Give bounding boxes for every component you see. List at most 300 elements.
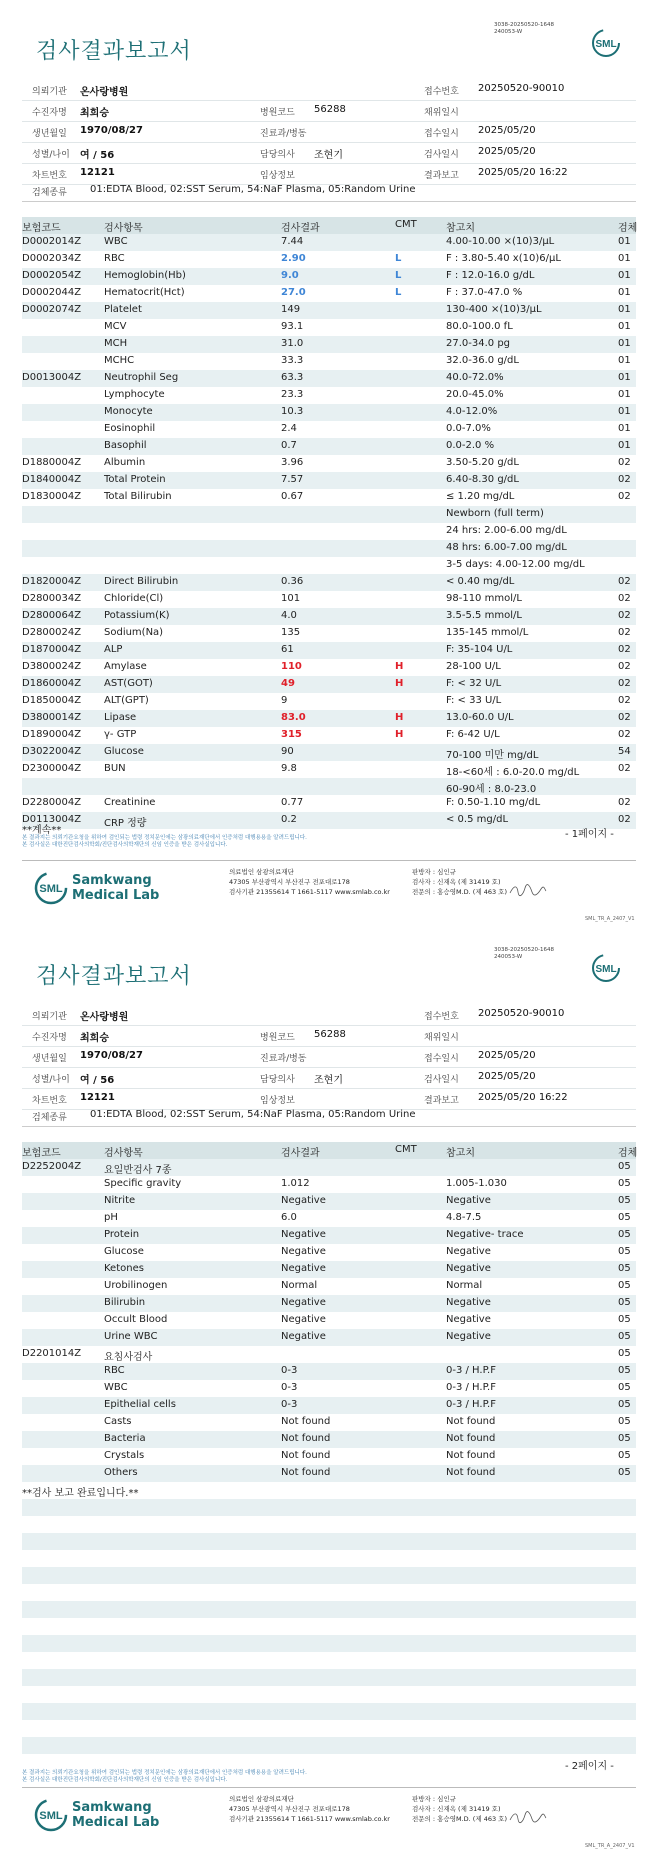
cell-result: Negative <box>281 1263 326 1274</box>
cell-code: D3022004Z <box>22 746 82 757</box>
cell-result: 0-3 <box>281 1365 298 1376</box>
table-row <box>22 251 636 268</box>
cell-item: WBC <box>104 1382 128 1393</box>
blank-row <box>22 1703 636 1720</box>
table-row <box>22 1244 636 1261</box>
cell-code: D2800024Z <box>22 627 82 638</box>
cell-item: Specific gravity <box>104 1178 182 1189</box>
table-header: 보험코드 검사항목 검사결과 CMT 참고치 검체 <box>22 1144 638 1159</box>
cell-item: ALP <box>104 644 123 655</box>
cell-result: 135 <box>281 627 301 638</box>
cell-item: Chloride(Cl) <box>104 593 164 604</box>
cell-ref: < 0.40 mg/dL <box>446 576 515 587</box>
cell-result: 110 <box>281 661 302 672</box>
cell-item: Protein <box>104 1229 140 1240</box>
table-row <box>22 1227 636 1244</box>
lab-info: 의료법인 삼광의료재단 47305 부산광역시 부산진구 전포대로178 검사기관 21355614 T 1661-5117 www.smlab.co.kr <box>229 1795 390 1823</box>
cell-result: 0-3 <box>281 1382 298 1393</box>
cell-spec: 02 <box>618 678 631 689</box>
cell-spec: 02 <box>618 814 631 825</box>
signatories: 판방자 : 심인규 검사자 : 신재옥 (제 31419 호) 전문의 : 홍승영M.D. (제 463 호) <box>412 1795 507 1823</box>
cell-ref: Normal <box>446 1280 483 1291</box>
table-row <box>22 1176 636 1193</box>
cell-ref: Negative- trace <box>446 1229 524 1240</box>
cell-ref: Not found <box>446 1416 496 1427</box>
cell-spec: 01 <box>618 287 631 298</box>
blank-row <box>22 1669 636 1686</box>
cell-item: Direct Bilirubin <box>104 576 179 587</box>
cell-result: 9.0 <box>281 270 299 281</box>
cell-spec: 02 <box>618 797 631 808</box>
cell-code: D1860004Z <box>22 678 82 689</box>
table-row <box>22 370 636 387</box>
cell-result: 315 <box>281 729 302 740</box>
page-number: - 1페이지 - <box>565 829 614 840</box>
table-row <box>22 1465 636 1482</box>
table-row <box>22 710 636 727</box>
table-row <box>22 387 636 404</box>
cell-ref: F : 12.0-16.0 g/dL <box>446 270 535 281</box>
cell-code: D2252004Z <box>22 1161 82 1172</box>
table-row <box>22 574 636 591</box>
patient-label: 수진자명 <box>32 108 67 118</box>
cell-result: 7.44 <box>281 236 304 247</box>
cell-spec: 02 <box>618 610 631 621</box>
cell-spec: 05 <box>618 1297 631 1308</box>
cell-spec: 05 <box>618 1229 631 1240</box>
table-row <box>22 1431 636 1448</box>
cell-item: RBC <box>104 253 125 264</box>
cell-result: 23.3 <box>281 389 304 400</box>
cell-result: Not found <box>281 1433 331 1444</box>
signatories: 판방자 : 심인규 검사자 : 신재옥 (제 31419 호) 전문의 : 홍승영M.D. (제 463 호) <box>412 868 507 896</box>
table-row <box>22 727 636 744</box>
col-item: 검사항목 <box>104 223 143 234</box>
cell-item: Eosinophil <box>104 423 156 434</box>
cell-item: MCHC <box>104 355 135 366</box>
cell-spec: 02 <box>618 474 631 485</box>
cell-cmt: L <box>395 253 402 264</box>
table-row <box>22 761 636 778</box>
blank-row <box>22 1601 636 1618</box>
cell-spec: 05 <box>618 1331 631 1342</box>
cell-result: 2.90 <box>281 253 306 264</box>
birth-value: 1970/08/27 <box>80 125 143 136</box>
specimen-value: 01:EDTA Blood, 02:SST Serum, 54:NaF Plasma, 05:Random Urine <box>90 184 416 195</box>
received-value: 2025/05/20 <box>478 125 536 136</box>
table-row <box>22 795 636 812</box>
cell-result: 9.8 <box>281 763 297 774</box>
cell-code: D1830004Z <box>22 491 82 502</box>
hospital-code-label: 병원코드 <box>260 108 295 118</box>
cell-ref: 13.0-60.0 U/L <box>446 712 514 723</box>
table-row <box>22 1380 636 1397</box>
table-row <box>22 591 636 608</box>
table-row <box>22 336 636 353</box>
cell-code: D2280004Z <box>22 797 82 808</box>
cell-result: Not found <box>281 1416 331 1427</box>
table-row <box>22 1193 636 1210</box>
page-number: - 2페이지 - <box>565 1761 614 1772</box>
form-code: SML_TR_A_2407_V1 <box>585 916 635 922</box>
cell-result: 2.4 <box>281 423 297 434</box>
sml-footer-logo-icon <box>34 1798 68 1832</box>
cell-item: 요일반검사 7종 <box>104 1165 172 1176</box>
cell-result: 0.7 <box>281 440 297 451</box>
doctor-label: 담당의사 <box>260 150 295 160</box>
cell-spec: 01 <box>618 406 631 417</box>
cell-result: 101 <box>281 593 301 604</box>
table-row <box>22 693 636 710</box>
cell-item: Bacteria <box>104 1433 146 1444</box>
cell-ref: 32.0-36.0 g/dL <box>446 355 519 366</box>
cell-item: Occult Blood <box>104 1314 168 1325</box>
tested-label: 검사일시 <box>424 150 459 160</box>
cell-item: Urobilinogen <box>104 1280 168 1291</box>
cell-result: 0.36 <box>281 576 304 587</box>
cell-spec: 05 <box>618 1161 631 1172</box>
cell-spec: 01 <box>618 389 631 400</box>
table-header <box>22 217 636 234</box>
cell-ref: 70-100 미만 mg/dL <box>446 750 539 761</box>
cell-spec: 01 <box>618 321 631 332</box>
table-row <box>22 608 636 625</box>
report-title: 검사결과보고서 <box>36 964 192 989</box>
cell-result: Negative <box>281 1229 326 1240</box>
cell-ref: 3-5 days: 4.00-12.00 mg/dL <box>446 559 585 570</box>
table-row <box>22 438 636 455</box>
col-result: 검사결과 <box>281 223 320 234</box>
cell-result: 9 <box>281 695 288 706</box>
table-row <box>22 421 636 438</box>
cell-ref: F : 3.80-5.40 x(10)6/μL <box>446 253 561 264</box>
cell-ref: Negative <box>446 1314 491 1325</box>
cell-result: 0.77 <box>281 797 304 808</box>
cell-code: D0002014Z <box>22 236 82 247</box>
cell-item: ALT(GPT) <box>104 695 149 706</box>
cell-item: Lymphocyte <box>104 389 165 400</box>
svg-text:SML: SML <box>595 39 617 50</box>
cell-result: 49 <box>281 678 295 689</box>
chart-label: 차트번호 <box>32 171 67 181</box>
cell-code: D0002054Z <box>22 270 82 281</box>
cell-item: Total Protein <box>104 474 166 485</box>
footnote: 본 결과지는 의뢰기관요청을 위하여 검인되는 법령 정치문인에는 삼광의료재단에서 인증처럼 대행용용을 알려드립니다. 본 검사실은 대한진단검사의학회/진단검사의학재단의 신임 인증을 받은 검사실입니다. <box>22 835 307 848</box>
cell-spec: 05 <box>618 1433 631 1444</box>
svg-text:SML: SML <box>39 1810 63 1822</box>
cell-code: D0002074Z <box>22 304 82 315</box>
cell-spec: 02 <box>618 576 631 587</box>
table-row <box>22 285 636 302</box>
cell-spec: 05 <box>618 1314 631 1325</box>
cell-spec: 05 <box>618 1399 631 1410</box>
cell-spec: 02 <box>618 729 631 740</box>
table-row <box>22 353 636 370</box>
cell-cmt: L <box>395 270 402 281</box>
blank-row <box>22 1499 636 1516</box>
reported-value: 2025/05/20 16:22 <box>478 167 568 178</box>
signature-icon <box>508 1808 548 1826</box>
cell-item: WBC <box>104 236 128 247</box>
table-row <box>22 489 636 506</box>
cell-ref: 4.8-7.5 <box>446 1212 482 1223</box>
blank-row <box>22 1533 636 1550</box>
cell-result: 3.96 <box>281 457 304 468</box>
cell-code: D2201014Z <box>22 1348 82 1359</box>
cell-spec: 05 <box>618 1382 631 1393</box>
cell-result: 4.0 <box>281 610 297 621</box>
cell-result: 90 <box>281 746 294 757</box>
table-row <box>22 1295 636 1312</box>
svg-text:SML: SML <box>595 964 617 975</box>
cell-result: 31.0 <box>281 338 304 349</box>
cell-spec: 02 <box>618 457 631 468</box>
cell-spec: 05 <box>618 1212 631 1223</box>
table-row <box>22 557 636 574</box>
cell-ref: 40.0-72.0% <box>446 372 504 383</box>
cell-item: Neutrophil Seg <box>104 372 179 383</box>
cell-spec: 02 <box>618 491 631 502</box>
cell-ref: 4.0-12.0% <box>446 406 498 417</box>
cell-spec: 01 <box>618 253 631 264</box>
cell-ref: F: < 32 U/L <box>446 678 502 689</box>
cell-item: Basophil <box>104 440 147 451</box>
cell-ref: 0-3 / H.P.F <box>446 1399 496 1410</box>
tested-value: 2025/05/20 <box>478 146 536 157</box>
cell-cmt: H <box>395 712 404 723</box>
cell-ref: 20.0-45.0% <box>446 389 504 400</box>
footnote: 본 결과지는 의뢰기관요청을 위하여 검인되는 법령 정치문인에는 삼광의료재단에서 인증처럼 대행용용을 알려드립니다. 본 검사실은 대한진단검사의학회/진단검사의학재단의 신임 인증을 받은 검사실입니다. <box>22 1770 307 1783</box>
cell-ref: 0-3 / H.P.F <box>446 1365 496 1376</box>
cell-spec: 01 <box>618 270 631 281</box>
cell-result: 7.57 <box>281 474 304 485</box>
cell-spec: 05 <box>618 1348 631 1359</box>
table-row <box>22 1312 636 1329</box>
cell-result: 61 <box>281 644 294 655</box>
col-cmt: CMT <box>395 219 417 230</box>
table-row <box>22 659 636 676</box>
signature-icon <box>508 881 548 899</box>
table-row <box>22 1261 636 1278</box>
cell-code: D1890004Z <box>22 729 82 740</box>
cell-item: Casts <box>104 1416 132 1427</box>
cell-item: 요침사검사 <box>104 1352 153 1363</box>
cell-result: Negative <box>281 1331 326 1342</box>
cell-ref: Not found <box>446 1467 496 1478</box>
cell-item: γ- GTP <box>104 729 137 740</box>
cell-result: 0-3 <box>281 1399 298 1410</box>
cell-item: Nitrite <box>104 1195 136 1206</box>
table-row <box>22 1210 636 1227</box>
cell-code: D1850004Z <box>22 695 82 706</box>
cell-spec: 05 <box>618 1450 631 1461</box>
clinical-label: 임상정보 <box>260 171 295 181</box>
table-row <box>22 676 636 693</box>
cell-result: 1.012 <box>281 1178 310 1189</box>
cell-code: D0002044Z <box>22 287 82 298</box>
table-row <box>22 778 636 795</box>
receipt-no-value: 20250520-90010 <box>478 83 565 94</box>
cell-ref: 4.00-10.00 ×(10)3/μL <box>446 236 555 247</box>
cell-result: 33.3 <box>281 355 304 366</box>
cell-spec: 02 <box>618 763 631 774</box>
table-row <box>22 1278 636 1295</box>
sml-footer-logo-icon <box>34 871 68 905</box>
table-row <box>22 506 636 523</box>
cell-result: Normal <box>281 1280 318 1291</box>
cell-item: Hematocrit(Hct) <box>104 287 185 298</box>
cell-ref: 48 hrs: 6.00-7.00 mg/dL <box>446 542 567 553</box>
cell-ref: 98-110 mmol/L <box>446 593 522 604</box>
cell-spec: 02 <box>618 695 631 706</box>
cell-ref: 1.005-1.030 <box>446 1178 507 1189</box>
cell-result: 0.2 <box>281 814 297 825</box>
cell-spec: 01 <box>618 236 631 247</box>
specimen-row: 검체종류 01:EDTA Blood, 02:SST Serum, 54:NaF Plasma, 05:Random Urine <box>22 1108 636 1127</box>
cell-spec: 02 <box>618 627 631 638</box>
reported-label: 결과보고 <box>424 171 459 181</box>
cell-spec: 02 <box>618 644 631 655</box>
cell-ref: < 0.5 mg/dL <box>446 814 509 825</box>
cell-spec: 02 <box>618 712 631 723</box>
cell-item: Bilirubin <box>104 1297 146 1308</box>
cell-ref: F: 35-104 U/L <box>446 644 513 655</box>
cell-ref: 3.5-5.5 mmol/L <box>446 610 522 621</box>
cell-cmt: H <box>395 678 404 689</box>
birth-label: 생년월일 <box>32 129 67 139</box>
sex-age-value: 여 / 56 <box>80 150 115 161</box>
cell-spec: 01 <box>618 440 631 451</box>
lab-footer <box>22 860 636 919</box>
cell-code: D1840004Z <box>22 474 82 485</box>
sml-logo-icon <box>591 953 621 983</box>
received-label: 접수일시 <box>424 129 459 139</box>
cell-spec: 05 <box>618 1195 631 1206</box>
cell-result: Negative <box>281 1297 326 1308</box>
cell-item: Others <box>104 1467 138 1478</box>
blank-row <box>22 1720 636 1737</box>
cell-result: Negative <box>281 1246 326 1257</box>
cell-cmt: L <box>395 287 402 298</box>
lab-footer: SML Samkwang Medical Lab 의료법인 삼광의료재단 47305 부산광역시 부산진구 전포대로178 검사기관 21355614 T 1661-5117 www.smlab.co.kr 판방자 : 심인규 검사자 : 신재옥 (제 31419 호) 전문의 : 홍승영M.D. (제 463 호) <box>22 1787 636 1846</box>
blank-row <box>22 1584 636 1601</box>
cell-code: D0113004Z <box>22 814 82 825</box>
cell-code: D0013004Z <box>22 372 82 383</box>
cell-result: 93.1 <box>281 321 304 332</box>
table-row <box>22 812 636 829</box>
cell-code: D1820004Z <box>22 576 82 587</box>
brand-subtitle: Medical Lab <box>72 888 160 903</box>
table-row <box>22 268 636 285</box>
table-row <box>22 1448 636 1465</box>
cell-item: RBC <box>104 1365 125 1376</box>
brand-name: Samkwang <box>72 873 152 888</box>
cell-cmt: H <box>395 729 404 740</box>
org-value: 온사랑병원 <box>80 87 129 98</box>
document-code: 3038-20250520-1648 240053-W <box>494 22 554 35</box>
col-spec: 검체 <box>618 223 638 234</box>
table-row <box>22 455 636 472</box>
cell-ref: 135-145 mmol/L <box>446 627 529 638</box>
cell-code: D1880004Z <box>22 457 82 468</box>
col-ref: 참고치 <box>446 223 475 234</box>
cell-spec: 05 <box>618 1280 631 1291</box>
table-row <box>22 540 636 557</box>
table-row <box>22 1329 636 1346</box>
cell-result: Not found <box>281 1450 331 1461</box>
continued-note: **계속** <box>22 825 62 836</box>
table-row <box>22 319 636 336</box>
cell-item: pH <box>104 1212 118 1223</box>
cell-ref: 28-100 U/L <box>446 661 501 672</box>
cell-result: 83.0 <box>281 712 306 723</box>
blank-row <box>22 1652 636 1669</box>
cell-result: Negative <box>281 1195 326 1206</box>
specimen-label: 검체종류 <box>32 188 67 198</box>
report-complete-note: **검사 보고 완료입니다.** <box>22 1488 139 1499</box>
table-row <box>22 744 636 761</box>
cell-item: Platelet <box>104 304 142 315</box>
cell-code: D2800034Z <box>22 593 82 604</box>
hospital-code-value: 56288 <box>314 104 346 115</box>
cell-item: Monocyte <box>104 406 153 417</box>
cell-spec: 05 <box>618 1365 631 1376</box>
cell-spec: 02 <box>618 661 631 672</box>
cell-ref: F : 37.0-47.0 % <box>446 287 523 298</box>
cell-spec: 01 <box>618 423 631 434</box>
cell-ref: Negative <box>446 1246 491 1257</box>
cell-item: Glucose <box>104 1246 144 1257</box>
cell-ref: 130-400 ×(10)3/μL <box>446 304 542 315</box>
doctor-value: 조현기 <box>314 150 343 161</box>
cell-ref: 60-90세 : 8.0-23.0 <box>446 784 537 795</box>
cell-result: 63.3 <box>281 372 304 383</box>
cell-ref: F: < 33 U/L <box>446 695 502 706</box>
chart-value: 12121 <box>80 167 115 178</box>
cell-item: Total Bilirubin <box>104 491 172 502</box>
cell-result: Not found <box>281 1467 331 1478</box>
sample-date-label: 채위일시 <box>424 108 459 118</box>
cell-cmt: H <box>395 661 404 672</box>
table-row <box>22 472 636 489</box>
cell-ref: F: 6-42 U/L <box>446 729 500 740</box>
table-row <box>22 1363 636 1380</box>
cell-code: D0002034Z <box>22 253 82 264</box>
cell-item: MCV <box>104 321 127 332</box>
cell-item: BUN <box>104 763 126 774</box>
blank-row <box>22 1618 636 1635</box>
cell-item: Urine WBC <box>104 1331 158 1342</box>
table-row <box>22 234 636 251</box>
cell-ref: 0-3 / H.P.F <box>446 1382 496 1393</box>
cell-item: Crystals <box>104 1450 145 1461</box>
blank-row <box>22 1516 636 1533</box>
cell-code: D2800064Z <box>22 610 82 621</box>
cell-ref: 0.0-2.0 % <box>446 440 495 451</box>
org-label: 의뢰기관 <box>32 87 67 97</box>
lab-info: 의료법인 삼광의료재단 47305 부산광역시 부산진구 전포대로178 검사기관 21355614 T 1661-5117 www.smlab.co.kr <box>229 868 390 896</box>
cell-spec: 02 <box>618 593 631 604</box>
cell-item: Potassium(K) <box>104 610 170 621</box>
blank-row <box>22 1567 636 1584</box>
cell-ref: 27.0-34.0 pg <box>446 338 511 349</box>
cell-code: D3800024Z <box>22 661 82 672</box>
table-row <box>22 642 636 659</box>
cell-ref: 18-<60세 : 6.0-20.0 mg/dL <box>446 767 580 778</box>
dept-label: 진료과/병동 <box>260 129 307 139</box>
cell-item: Albumin <box>104 457 146 468</box>
cell-item: AST(GOT) <box>104 678 153 689</box>
